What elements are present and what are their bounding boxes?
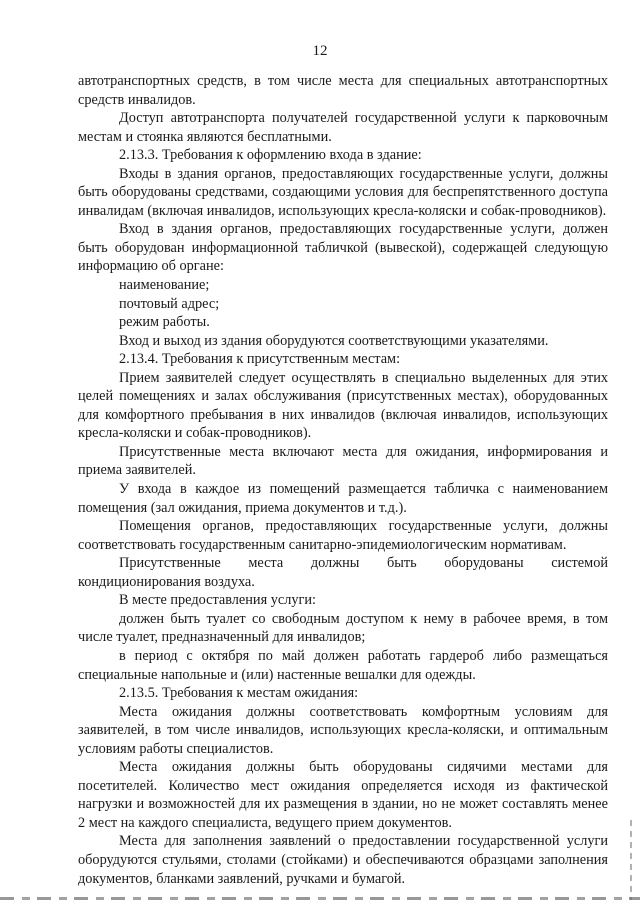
paragraph: Места для заполнения заявлений о предоставлении государственной услуги оборудуются стульями, столами (стойками) и обеспечиваются образцами заполнения документов, бланками заявлений, ручками и бумагой. — [78, 833, 608, 887]
paragraph: Входы в здания органов, предоставляющих государственные услуги, должны быть оборудованы средствами, создающими условия для беспрепятственного доступа инвалидам (включая инвалидов, использующих кресла-коляски и собак-проводников). — [78, 165, 608, 219]
paragraph: Присутственные места должны быть оборудованы системой кондиционирования воздуха. — [78, 555, 608, 590]
section-heading-2-13-4: 2.13.4. Требования к присутственным местам: — [119, 351, 401, 368]
page-number: 12 — [312, 43, 328, 59]
paragraph: У входа в каждое из помещений размещается табличка с наименованием помещения (зал ожидания, приема документов и т.д.). — [78, 481, 608, 516]
paragraph: в период с октября по май должен работать гардероб либо размещаться специальные напольные и (или) настенные вешалки для одежды. — [78, 647, 608, 683]
paragraph: Вход в здания органов, предоставляющих государственные услуги, должен быть оборудован информационной табличкой (вывеской), содержащей следующую информацию об органе: — [78, 221, 608, 275]
paragraph: Помещения органов, предоставляющих государственные услуги, должны соответствовать государственным санитарно-эпидемиологическим нормативам. — [78, 518, 608, 553]
paragraph: автотранспортных средств, в том числе места для специальных автотранспортных средств инвалидов. — [78, 73, 608, 108]
paragraph: Присутственные места включают места для ожидания, информирования и приема заявителей. — [78, 443, 608, 479]
list-item: наименование; — [119, 277, 210, 294]
document-body — [78, 72, 608, 888]
paragraph: В месте предоставления услуги: — [119, 592, 316, 609]
paragraph: Доступ автотранспорта получателей государственной услуги к парковочным местам и стоянка являются бесплатными. — [78, 110, 608, 145]
paragraph: Прием заявителей следует осуществлять в специально выделенных для этих целей помещениях и залах обслуживания (присутственных местах), оборудованных для комфортного пребывания в них инвалидов (включая инвалидов, использующих кресла-коляски и собак-проводников). — [78, 369, 608, 442]
paragraph: Места ожидания должны быть оборудованы сидячими местами для посетителей. Количество мест ожидания определяется исходя из фактической нагрузки и возможностей для их размещения в здании, но не может составлять менее 2 мест на каждого специалиста, ведущего прием документов. — [78, 759, 608, 831]
paragraph: Вход и выход из здания оборудуются соответствующими указателями. — [119, 332, 549, 349]
paragraph: Места ожидания должны соответствовать комфортным условиям для заявителей, в том числе инвалидов, использующих кресла-коляски, и оптимальным условиям работы специалистов. — [78, 703, 608, 757]
list-item: режим работы. — [119, 314, 210, 331]
section-heading-2-13-5: 2.13.5. Требования к местам ожидания: — [119, 685, 359, 702]
scan-edge-artifact — [0, 897, 640, 900]
list-item: почтовый адрес; — [119, 295, 220, 312]
paragraph: должен быть туалет со свободным доступом к нему в рабочее время, в том числе туалет, предназначенный для инвалидов; — [78, 610, 608, 646]
scan-edge-artifact — [630, 820, 632, 900]
section-heading-2-13-3: 2.13.3. Требования к оформлению входа в здание: — [119, 147, 422, 164]
